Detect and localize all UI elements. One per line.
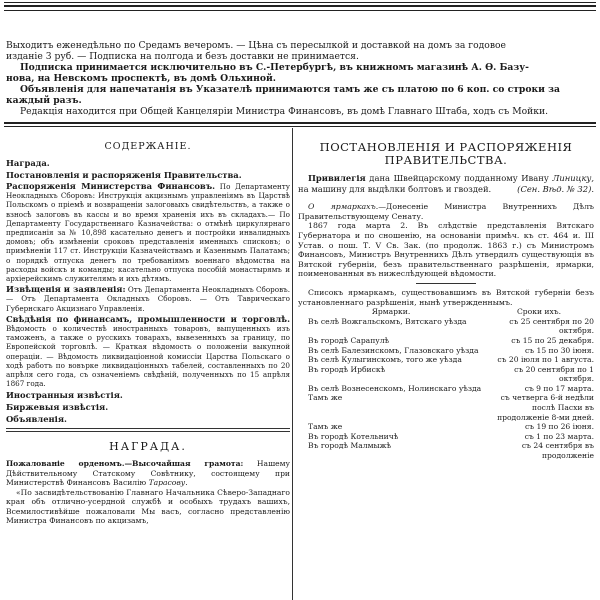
table-row	[298, 441, 594, 460]
fair-place: Тамъ же	[308, 422, 343, 432]
decrees-title: ПОСТАНОВЛЕНІЯ И РАСПОРЯЖЕНІЯ ПРАВИТЕЛЬСТВА.	[319, 140, 573, 167]
fair-place: Въ городѣ Малмыжѣ	[308, 441, 392, 451]
award-lead-text: Нашему Дѣйствительному Статскому Совѣтнику, состоящему при Министерствѣ Финансовъ Василію	[6, 459, 291, 488]
award-title: НАГРАДА.	[109, 440, 187, 454]
table-row	[298, 346, 594, 356]
header-line-4: нова, на Невскомъ проспектѣ, въ домѣ Ольхиной.	[6, 73, 276, 84]
fair-place: Въ селѣ Вознесенскомъ, Нолинскаго уѣзда	[308, 383, 482, 393]
table-row	[298, 355, 594, 365]
award-name: Тарасову.	[148, 478, 188, 488]
left-column	[6, 141, 290, 525]
contents-notices-title: Извѣщенія и заявленія:	[6, 284, 126, 295]
privilege-paragraph	[298, 173, 594, 194]
fairs-body: 1867 года марта 2. Въ слѣдствіе представленія Вятскаго Губернатора и по сношенію, на основаніи примѣч. къ ст. 464 и. III Устав. о пош. Т. V Св. Зак. (по продолж. 1863 г.) съ Министромъ Финансовъ, Министръ Внутреннихъ Дѣлъ утвердилъ существующія въ Вятской губерніи, безъ правительственнаго разрѣшенія, ярмарки, поименованныя въ нижеслѣдующей вѣдомости.	[298, 221, 594, 279]
contents-orders-title: Распоряженія Министерства Финансовъ.	[6, 181, 216, 191]
fair-place: Въ городѣ Котельничѣ	[308, 431, 399, 441]
contents-finance	[6, 315, 290, 389]
top-rule-2	[4, 10, 596, 11]
privilege-spacer	[298, 194, 594, 202]
award-lead	[6, 459, 290, 487]
privilege-text: дана Швейцарскому подданному Ивану	[365, 173, 553, 183]
fair-place: Въ городѣ Ирбискѣ	[308, 364, 386, 374]
fair-place: Въ селѣ Балезинскомъ, Глазовскаго уѣзда	[308, 345, 479, 355]
table-row	[298, 365, 594, 384]
top-rule	[4, 2, 596, 3]
fair-dates: съ 25 сентября по 20 октября.	[509, 316, 594, 336]
header-line-2: изданіе 3 руб. — Подписка на полгода и безъ доставки не принимается.	[6, 51, 359, 62]
table-row	[298, 432, 594, 442]
contents-orders	[6, 182, 290, 283]
contents-notices-text: Отъ Департамента Неокладныхъ Сборовъ. — Отъ Департамента Окладныхъ Сборовъ. — Отъ Таврическаго Губернскаго Акцизнаго Управленія.	[6, 285, 290, 313]
contents-item-decrees: Постановленія и распоряженія Правительства.	[6, 170, 242, 180]
fairs-table-header	[298, 307, 594, 317]
contents-orders-text: По Департаменту Неокладныхъ Сборовъ: Инструкція акцизнымъ управленіямъ въ Царствѣ Польскомъ о пріемѣ и возвращеніи залоговыхъ свидѣтельствъ, а также о взносѣ залоговъ въ кассы и во время храненія ихъ въ складахъ.— По Департаменту Государственнаго Казначейства: о отмѣнѣ циркулярнаго предписанія за № 10,898 касательно денегъ и постройки инвалидныхъ домовъ; объ измѣненіи сроковъ представленія именныхъ списковъ; о примѣненіи 117 ст. Инструкціи Казначействамъ и Казеннымъ Палатамъ; о порядкѣ отпуска денегъ по требованіямъ военнаго вѣдомства на расходы войскъ и команды; касательно отпуска пособій монастырямъ и архіерейскимъ служителямъ и ихъ дѣтямъ.	[6, 182, 290, 284]
fair-dates: съ 15 по 25 декабря.	[511, 335, 594, 345]
privilege-bold: Привилегія	[308, 173, 366, 183]
privilege-name: Линицку,	[552, 173, 594, 183]
fair-dates: съ 1 по 23 марта.	[524, 431, 594, 441]
fair-dates: съ 20 сентября по 1 октября.	[514, 364, 594, 384]
contents-finance-text: Вѣдомость о количествѣ иностранныхъ товаровъ, выпущенныхъ изъ таможенъ, а также о русскихъ товарахъ, вывезенныхъ за границу, по Европейской торговлѣ. — Краткая вѣдомость о положеніи выкупной операціи. — Вѣдомость ликвидаціонной комиссіи Царства Польскаго о ходѣ работъ по вовърке ликвидаціонныхъ табелей, составленныхъ по 20 апрѣля сего года, съ означеніемъ свѣдѣній, полученныхъ по 15 апрѣля 1867 года.	[6, 324, 290, 389]
contents-item-exchange: Биржевыя извѣстія.	[6, 402, 109, 413]
contents-title: СОДЕРЖАНІЕ.	[104, 141, 192, 152]
right-column	[298, 141, 594, 461]
fair-dates: съ 9 по 17 марта.	[524, 383, 594, 393]
table-row	[298, 384, 594, 394]
fairs-lead-title: О ярмаркахъ.	[308, 202, 379, 212]
fairs-list-intro: Списокъ ярмаркамъ, существовавшимъ въ Вятской губерніи безъ установленнаго разрѣшенія, нынѣ утвержденнымъ.	[298, 287, 594, 307]
column-divider	[292, 128, 293, 600]
fair-dates: съ четверга 6-й недѣли послѣ Пасхи въ продолженіе 8-ми дней.	[497, 393, 594, 422]
fair-place: Въ селѣ Кулыгинскомъ, того же уѣзда	[308, 355, 462, 365]
table-row	[298, 393, 594, 422]
privilege-ref: (Сен. Вѣд. № 32).	[517, 183, 594, 194]
fair-dates: съ 15 по 30 іюня.	[524, 345, 594, 355]
header-line-5: Объявленія для напечатанія въ Указателѣ принимаются тамъ же съ платою по 6 коп. со строки за	[20, 84, 560, 95]
header-line-1: Выходитъ еженедѣльно по Средамъ вечеромъ. — Цѣна съ пересылкой и доставкой на домъ за годовое	[6, 40, 506, 51]
header-bottom-rule-2	[4, 126, 596, 127]
section-separator-2	[6, 431, 290, 432]
fairs-lead-text: —Донесеніе Министра Внутреннихъ Дѣлъ Правительствующему Сенату.	[298, 202, 594, 221]
contents-item-award: Награда.	[6, 158, 50, 168]
header-line-3: Подписка принимается исключительно въ С.-Петербургѣ, въ книжномъ магазинѣ А. Ѳ. Базу-	[20, 62, 529, 73]
contents-finance-title: Свѣдѣнія по финансамъ, промышленности и торговлѣ.	[6, 313, 290, 324]
header-line-6: каждый разъ.	[6, 95, 82, 106]
top-rule-thick	[4, 5, 596, 7]
contents-item-foreign: Иностранныя извѣстія.	[6, 390, 123, 401]
fairs-lead	[298, 202, 594, 221]
contents-item-ads: Объявленія.	[6, 414, 67, 425]
contents-notices	[6, 285, 290, 313]
fairs-separator	[416, 283, 476, 284]
table-row	[298, 422, 594, 432]
table-row	[298, 317, 594, 336]
col-dates-header: Сроки ихъ.	[516, 307, 562, 317]
fairs-table-body	[298, 317, 594, 461]
fair-place: Въ селѣ Вожгальскомъ, Вятскаго уѣзда	[308, 316, 467, 326]
award-quote: «По засвидѣтельствованію Главнаго Начальника Сѣверо-Западнаго края объ отлично-усердной службѣ и особыхъ трудахъ вашихъ, Всемилостивѣйше пожаловали Мы васъ, согласно представленію Министра Финансовъ по акцизамъ,	[6, 487, 290, 525]
fair-place: Тамъ же	[308, 393, 343, 403]
col-fairs-header: Ярмарки.	[371, 307, 411, 317]
award-lead-bold: Пожалованіе орденомъ.—Высочайшая грамота:	[6, 459, 244, 469]
fairs-table	[298, 307, 594, 461]
privilege-rest: на машину для выдѣлки болтовъ и гвоздей.	[298, 183, 492, 194]
header-line-7: Редакція находится при Общей Канцеляріи Министра Финансовъ, въ домѣ Главнаго Штаба, ходъ съ Мойки.	[20, 106, 549, 117]
section-separator	[6, 428, 290, 429]
fair-dates: съ 24 сентября въ продолженіе	[521, 441, 594, 461]
table-row	[298, 336, 594, 346]
fair-place: Въ городѣ Сарапулѣ	[308, 335, 390, 345]
fair-dates: съ 19 по 26 іюня.	[524, 422, 594, 432]
header-bottom-rule	[4, 122, 596, 124]
subscription-info	[6, 40, 592, 117]
fair-dates: съ 20 іюля по 1 августа.	[497, 355, 594, 365]
